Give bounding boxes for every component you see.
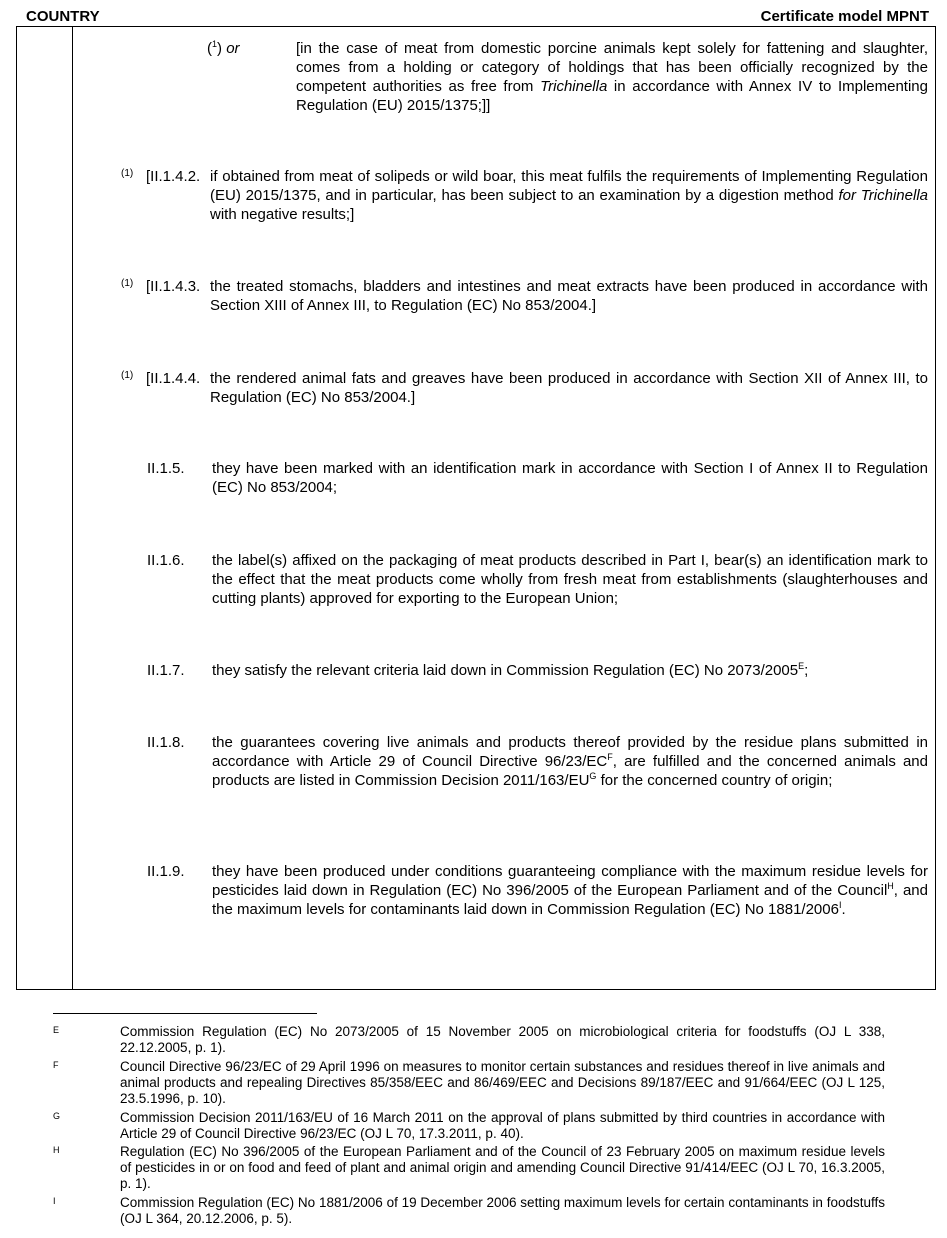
or-marker: ($^1$) or — [207, 39, 240, 57]
item-note-marker: (1) — [121, 278, 134, 289]
item-number: [II.1.4.4. — [146, 370, 201, 387]
item-text: if obtained from meat of solipeds or wild boar, this meat fulfils the requirements of Implementing Regulation (EU) 2015/1375, and in particular, has been subject to an examination by a digestion method for Trichinella with negative results;] — [210, 168, 928, 223]
item-note-marker: (1) — [121, 370, 134, 381]
footnote-text: Regulation (EC) No 396/2005 of the European Parliament and of the Council of 23 February 2005 on maximum residue levels of pesticides in or on food and feed of plant and animal origin and amending Council Directive 91/414/EEC (OJ L 70, 16.3.2005, p. 1). — [120, 1144, 885, 1191]
footnote-text: Commission Decision 2011/163/EU of 16 March 2011 on the approval of plans submitted by third countries in accordance with Article 29 of Council Directive 96/23/EC (OJ L 70, 17.3.2011, p. 40). — [120, 1110, 885, 1141]
footnote — [53, 1144, 885, 1192]
item-text: they have been marked with an identification mark in accordance with Section I of Annex II to Regulation (EC) No 853/2004; — [212, 460, 928, 496]
item-number: [II.1.4.2. — [146, 168, 201, 185]
header-country: COUNTRY — [26, 8, 100, 25]
item-number: [II.1.4.3. — [146, 278, 201, 295]
item-text: the treated stomachs, bladders and intestines and meat extracts have been produced in accordance with Section XIII of Annex III, to Regulation (EC) No 853/2004.] — [210, 278, 928, 314]
item-text: the label(s) affixed on the packaging of meat products described in Part I, bear(s) an identification mark to the effect that the meat products come wholly from fresh meat from establishments (slaughterhouses and cutting plants) approved for exporting to the European Union; — [212, 552, 928, 607]
footnote — [53, 1059, 885, 1107]
item-number: II.1.5. — [147, 460, 185, 477]
footnote-ref: I — [838, 900, 842, 910]
item-text: the rendered animal fats and greaves have been produced in accordance with Section XII of Annex III, to Regulation (EC) No 853/2004.] — [210, 370, 928, 406]
item-text: the guarantees covering live animals and products thereof provided by the residue plans submitted in accordance with Article 29 of Council Directive $96/23/EC^F$, are fulfilled and the concerned animals and products are listed in Commission Decision $2011/163/EU^G$ for the concerned country of origin; — [212, 734, 928, 789]
item-note-marker: (1) — [121, 168, 134, 179]
footnote — [53, 1024, 885, 1056]
left-column-divider — [72, 26, 73, 990]
footnote-ref: H — [887, 881, 894, 891]
item-number: II.1.8. — [147, 734, 185, 751]
footnote — [53, 1110, 885, 1142]
item-text: they have been produced under conditions guaranteeing compliance with the maximum residue levels for pesticides laid down in Regulation (EC) No 396/2005 of the European Parliament and of the Council$^H$, and the maximum levels for contaminants laid down in Commission Regulation (EC) No $1881/2006^I$. — [212, 863, 928, 918]
footnote-label: F — [53, 1060, 59, 1070]
footnote-label: H — [53, 1145, 60, 1155]
footnote-text: Council Directive 96/23/EC of 29 April 1996 on measures to monitor certain substances and residues thereof in live animals and animal products and repealing Directives 85/358/EEC and 86/469/EEC and Decisions 89/187/EEC and 91/664/EEC (OJ L 125, 23.5.1996, p. 10). — [120, 1059, 885, 1106]
or-paragraph-text: [in the case of meat from domestic porcine animals kept solely for fattening and slaughter, comes from a holding or category of holdings that has been officially recognized by the competent authorities as free from Trichinella in accordance with Annex IV to Implementing Regulation (EU) 2015/1375;]] — [296, 40, 928, 114]
footnote-label: I — [53, 1196, 56, 1206]
footnote-ref: E — [798, 661, 805, 671]
footnote-ref: G — [589, 771, 597, 781]
footnote-text: Commission Regulation (EC) No 2073/2005 of 15 November 2005 on microbiological criteria for foodstuffs (OJ L 338, 22.12.2005, p. 1). — [120, 1024, 885, 1055]
item-number: II.1.6. — [147, 552, 185, 569]
footnote-label: G — [53, 1111, 61, 1121]
footnote — [53, 1195, 885, 1227]
footnote-label: E — [53, 1025, 60, 1035]
item-number: II.1.7. — [147, 662, 185, 679]
footnote-text: Commission Regulation (EC) No 1881/2006 of 19 December 2006 setting maximum levels for certain contaminants in foodstuffs (OJ L 364, 20.12.2006, p. 5). — [120, 1195, 885, 1226]
item-number: II.1.9. — [147, 863, 185, 880]
footnote-ref: F — [607, 752, 613, 762]
footnote-separator — [53, 1013, 317, 1014]
item-text: they satisfy the relevant criteria laid down in Commission Regulation (EC) No $2073/2005^E$; — [212, 661, 809, 679]
header-certificate-model: Certificate model MPNT — [760, 8, 929, 25]
